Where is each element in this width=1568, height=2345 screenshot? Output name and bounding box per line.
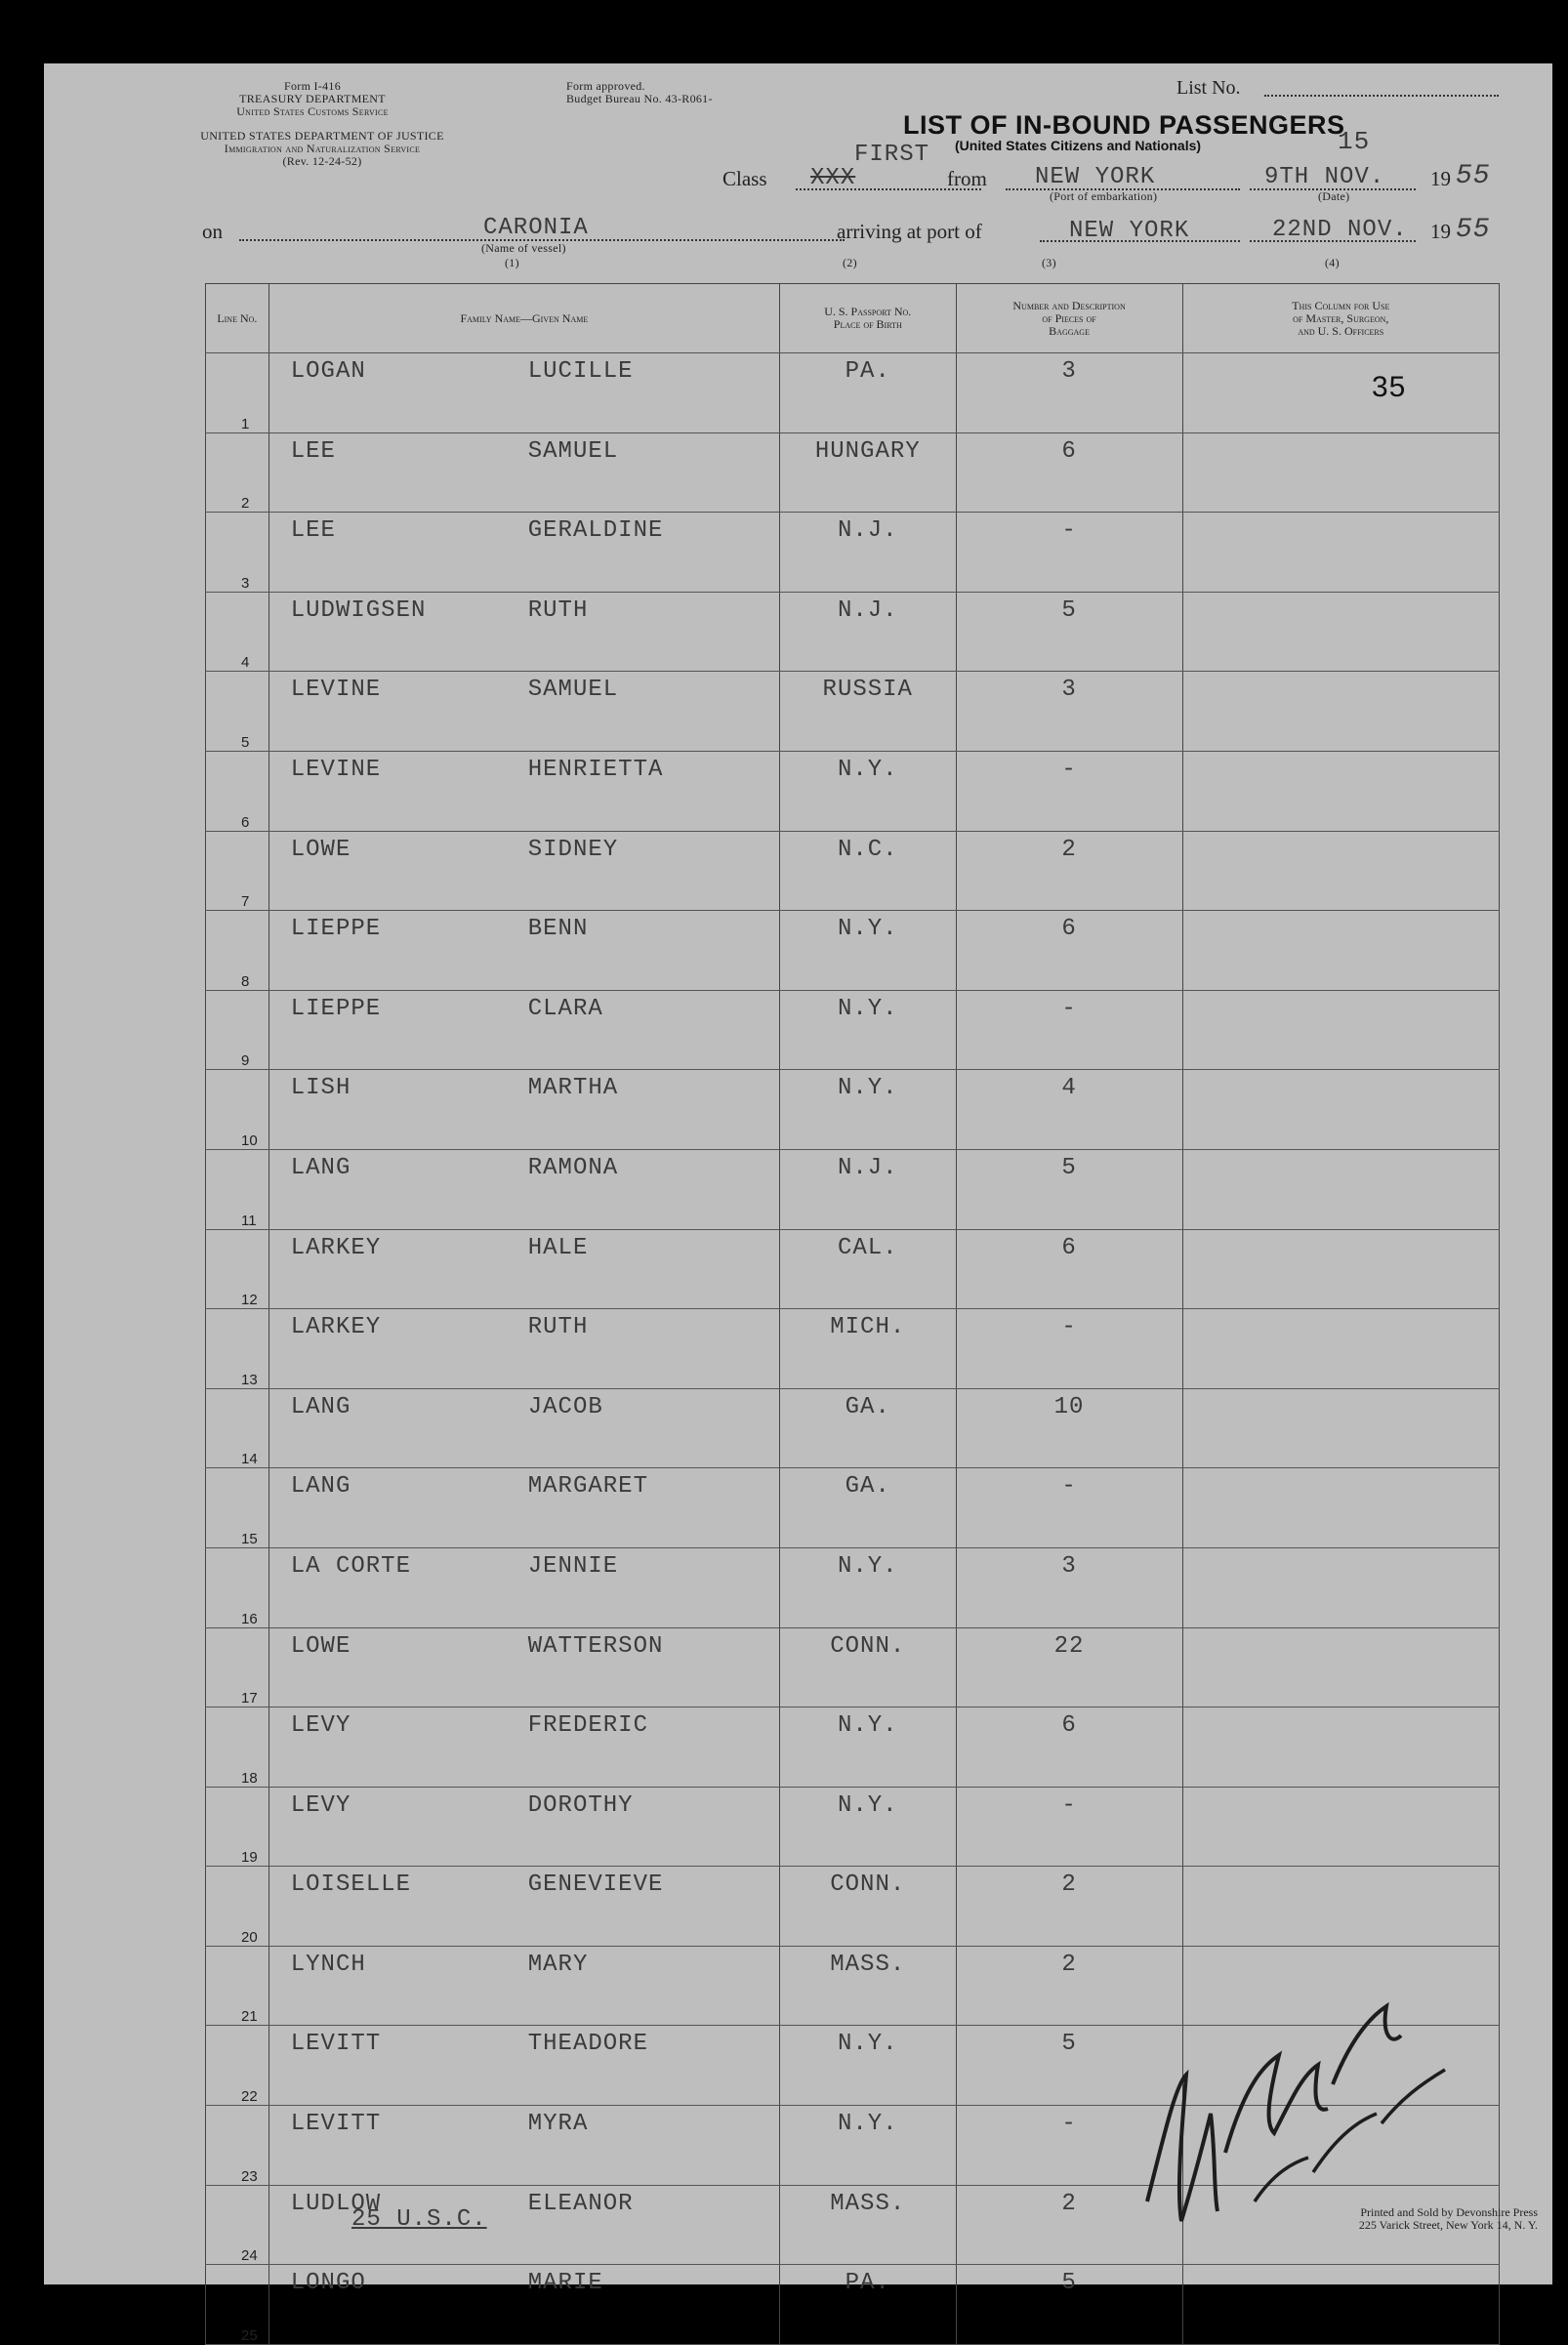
table-header-row [206, 284, 1500, 353]
col-line-no: Line No. [206, 284, 269, 353]
arrival-port-line [1040, 240, 1240, 242]
given-name: RUTH [527, 597, 589, 624]
baggage-count: - [956, 990, 1182, 1070]
line-number-cell [206, 353, 269, 433]
name-cell [268, 672, 779, 752]
printer-line-1: Printed and Sold by Devonshire Press [1360, 2205, 1538, 2219]
officer-note: 35 [1372, 371, 1407, 403]
baggage-count: 5 [956, 2026, 1182, 2106]
name-cell [268, 990, 779, 1070]
officer-use-cell [1182, 1547, 1499, 1627]
line-number: 23 [241, 2167, 258, 2185]
officer-use-cell [1182, 1627, 1499, 1707]
line-number: 14 [241, 1451, 258, 1468]
family-name: LUDWIGSEN [290, 597, 427, 624]
line-number-cell [206, 432, 269, 513]
family-name: LARKEY [290, 1314, 382, 1341]
line-number-cell [206, 1388, 269, 1468]
embark-caption: (Port of embarkation) [1050, 189, 1158, 203]
col-passport: U. S. Passport No. Place of Birth [779, 284, 956, 353]
baggage-count: 6 [956, 1229, 1182, 1309]
table-row [206, 353, 1500, 433]
given-name: GENEVIEVE [527, 1872, 664, 1899]
line-number: 9 [241, 1052, 250, 1070]
given-name: MARIE [527, 2270, 603, 2297]
baggage-count: 5 [956, 1149, 1182, 1229]
line-number-cell [206, 2265, 269, 2345]
place-of-birth: CONN. [779, 1867, 956, 1947]
table-row [206, 1149, 1500, 1229]
year-prefix-arrival: 19 [1430, 220, 1451, 243]
baggage-count: 5 [956, 2265, 1182, 2345]
place-of-birth: PA. [779, 2265, 956, 2345]
line-number: 24 [241, 2247, 258, 2265]
line-number-cell [206, 1309, 269, 1389]
line-number-cell [206, 2026, 269, 2106]
line-number-cell [206, 2106, 269, 2186]
name-cell [268, 1946, 779, 2026]
line-number-cell [206, 990, 269, 1070]
family-name: LIEPPE [290, 916, 382, 943]
line-number-cell [206, 1787, 269, 1867]
embark-port: NEW YORK [1035, 164, 1156, 190]
place-of-birth: GA. [779, 1468, 956, 1548]
place-of-birth: N.Y. [779, 1547, 956, 1627]
place-of-birth: N.Y. [779, 751, 956, 831]
table-row [206, 513, 1500, 593]
given-name: GERALDINE [527, 517, 664, 545]
baggage-count: 6 [956, 911, 1182, 991]
line-number-cell [206, 1707, 269, 1788]
line-number-cell [206, 1627, 269, 1707]
approval-block [566, 80, 713, 105]
baggage-count: 10 [956, 1388, 1182, 1468]
family-name: LANG [290, 1473, 351, 1501]
table-row [206, 1388, 1500, 1468]
family-name: LUDLOW [290, 2190, 382, 2217]
baggage-count: 2 [956, 1946, 1182, 2026]
treasury-label: TREASURY DEPARTMENT [239, 92, 386, 105]
family-name: LISH [290, 1075, 351, 1102]
line-number: 20 [241, 1928, 258, 1946]
family-name: LANG [290, 1393, 351, 1420]
place-of-birth: RUSSIA [779, 672, 956, 752]
place-of-birth: HUNGARY [779, 432, 956, 513]
place-of-birth: N.Y. [779, 1070, 956, 1150]
line-number: 18 [241, 1769, 258, 1787]
line-number-cell [206, 672, 269, 752]
family-name: LEVY [290, 1791, 351, 1819]
name-cell [268, 353, 779, 433]
family-name: LA CORTE [290, 1552, 411, 1580]
given-name: MYRA [527, 2111, 589, 2138]
baggage-count: 3 [956, 672, 1182, 752]
name-cell [268, 2106, 779, 2186]
officer-use-cell [1182, 1070, 1499, 1150]
line-number: 4 [241, 654, 250, 672]
line-number: 15 [241, 1530, 258, 1547]
name-cell [268, 1547, 779, 1627]
place-of-birth: N.J. [779, 1149, 956, 1229]
printer-credit [1201, 2206, 1538, 2232]
table-row [206, 1627, 1500, 1707]
name-cell [268, 1070, 779, 1150]
name-cell [268, 592, 779, 672]
officer-use-cell [1182, 672, 1499, 752]
place-of-birth: MICH. [779, 1309, 956, 1389]
baggage-count: 5 [956, 592, 1182, 672]
given-name: ELEANOR [527, 2190, 634, 2217]
arrival-date: 22ND NOV. [1272, 217, 1408, 243]
col-baggage: Number and Description of Pieces of Baggage [956, 284, 1182, 353]
table-row [206, 1867, 1500, 1947]
line-number: 10 [241, 1131, 258, 1149]
baggage-count: 4 [956, 1070, 1182, 1150]
approved-label: Form approved. [566, 79, 645, 93]
date-caption: (Date) [1318, 189, 1350, 203]
family-name: LOISELLE [290, 1872, 411, 1899]
place-of-birth: N.Y. [779, 2106, 956, 2186]
baggage-count: 22 [956, 1627, 1182, 1707]
line-number-cell [206, 1468, 269, 1548]
name-cell [268, 1627, 779, 1707]
table-row [206, 990, 1500, 1070]
line-number: 5 [241, 733, 250, 751]
baggage-count: - [956, 2106, 1182, 2186]
line-number-cell [206, 1547, 269, 1627]
family-name: LEVINE [290, 756, 382, 783]
baggage-count: 6 [956, 1707, 1182, 1788]
officer-use-cell [1182, 911, 1499, 991]
baggage-count: - [956, 1468, 1182, 1548]
line-number-cell [206, 1946, 269, 2026]
line-number: 19 [241, 1849, 258, 1867]
line-number-cell [206, 513, 269, 593]
name-cell [268, 1707, 779, 1788]
class-value: FIRST [854, 142, 930, 168]
given-name: DOROTHY [527, 1791, 634, 1819]
column-caption-4: (4) [1325, 256, 1340, 269]
given-name: SIDNEY [527, 836, 619, 863]
place-of-birth: N.Y. [779, 1707, 956, 1788]
name-cell [268, 1468, 779, 1548]
line-number-cell [206, 1070, 269, 1150]
family-name: LOGAN [290, 358, 366, 385]
family-name: LONGO [290, 2270, 366, 2297]
line-number: 7 [241, 893, 250, 911]
place-of-birth: MASS. [779, 1946, 956, 2026]
line-number: 11 [241, 1212, 257, 1229]
name-cell [268, 1309, 779, 1389]
table-row [206, 1468, 1500, 1548]
place-of-birth: N.J. [779, 592, 956, 672]
form-id: Form I-416 [284, 79, 341, 93]
baggage-count: 6 [956, 432, 1182, 513]
given-name: HENRIETTA [527, 756, 664, 783]
family-name: LEVITT [290, 2111, 382, 2138]
family-name: LOWE [290, 836, 351, 863]
page-subtitle: (United States Citizens and Nationals) [955, 138, 1202, 153]
name-cell [268, 2185, 779, 2265]
table-row [206, 911, 1500, 991]
line-number: 17 [241, 1690, 258, 1707]
name-cell [268, 911, 779, 991]
given-name: JENNIE [527, 1552, 619, 1580]
passenger-manifest-form [44, 63, 1552, 2344]
line-number-cell [206, 1229, 269, 1309]
line-number-cell [206, 2185, 269, 2265]
line-number: 3 [241, 574, 250, 592]
table-row [206, 1787, 1500, 1867]
list-no-label: List No. [1176, 77, 1241, 99]
line-number-cell [206, 911, 269, 991]
line-number: 13 [241, 1371, 258, 1388]
line-number-cell [206, 1149, 269, 1229]
baggage-count: - [956, 1309, 1182, 1389]
class-label: Class [722, 167, 767, 190]
list-no-value: 15 [1338, 127, 1371, 156]
place-of-birth: MASS. [779, 2185, 956, 2265]
family-name: LEE [290, 517, 336, 545]
given-name: LUCILLE [527, 358, 634, 385]
table-row [206, 432, 1500, 513]
column-caption-1: (1) [505, 256, 519, 269]
table-row [206, 1707, 1500, 1788]
family-name: LEE [290, 437, 336, 465]
name-cell [268, 1149, 779, 1229]
name-cell [268, 432, 779, 513]
page-title: LIST OF IN-BOUND PASSENGERS [903, 110, 1345, 140]
family-name: LARKEY [290, 1234, 382, 1261]
place-of-birth: CONN. [779, 1627, 956, 1707]
officer-use-cell [1182, 751, 1499, 831]
family-name: LANG [290, 1154, 351, 1181]
name-cell [268, 1229, 779, 1309]
officer-use-cell [1182, 353, 1499, 433]
given-name: RUTH [527, 1314, 589, 1341]
table-row [206, 1229, 1500, 1309]
on-label: on [202, 220, 223, 243]
vessel-caption: (Name of vessel) [481, 241, 566, 255]
table-row [206, 751, 1500, 831]
given-name: RAMONA [527, 1154, 619, 1181]
given-name: SAMUEL [527, 677, 619, 704]
officer-use-cell [1182, 990, 1499, 1070]
place-of-birth: N.Y. [779, 1787, 956, 1867]
table-row [206, 592, 1500, 672]
officer-use-cell [1182, 513, 1499, 593]
officer-use-cell [1182, 592, 1499, 672]
arrival-year: 55 [1456, 215, 1491, 245]
col-name: Family Name—Given Name [268, 284, 779, 353]
arrival-port: NEW YORK [1069, 218, 1190, 244]
table-row [206, 672, 1500, 752]
name-cell [268, 1867, 779, 1947]
given-name: MARTHA [527, 1075, 619, 1102]
line-number: 12 [241, 1292, 258, 1309]
justice-label: UNITED STATES DEPARTMENT OF JUSTICE [200, 129, 444, 143]
line-number: 25 [241, 2326, 258, 2344]
name-cell [268, 831, 779, 911]
class-struck: XXX [810, 165, 856, 191]
given-name: JACOB [527, 1393, 603, 1420]
footer-code: 25 U.S.C. [351, 2206, 487, 2233]
officer-use-cell [1182, 2265, 1499, 2345]
table-row [206, 1309, 1500, 1389]
line-number-cell [206, 831, 269, 911]
place-of-birth: N.Y. [779, 911, 956, 991]
officer-use-cell [1182, 1229, 1499, 1309]
year-prefix: 19 [1430, 167, 1451, 190]
officer-use-cell [1182, 1867, 1499, 1947]
line-number: 21 [241, 2008, 258, 2026]
given-name: WATTERSON [527, 1632, 664, 1660]
place-of-birth: GA. [779, 1388, 956, 1468]
officer-use-cell [1182, 1149, 1499, 1229]
line-number: 1 [241, 415, 250, 432]
baggage-count: - [956, 751, 1182, 831]
customs-label: United States Customs Service [236, 104, 389, 118]
list-no-line [1264, 95, 1499, 97]
officer-use-cell [1182, 1468, 1499, 1548]
family-name: LOWE [290, 1632, 351, 1660]
name-cell [268, 2026, 779, 2106]
officer-use-cell [1182, 1787, 1499, 1867]
place-of-birth: N.Y. [779, 2026, 956, 2106]
line-number-cell [206, 592, 269, 672]
name-cell [268, 2265, 779, 2345]
given-name: FREDERIC [527, 1712, 648, 1740]
family-name: LIEPPE [290, 995, 382, 1022]
baggage-count: 3 [956, 353, 1182, 433]
place-of-birth: CAL. [779, 1229, 956, 1309]
baggage-count: - [956, 1787, 1182, 1867]
ins-label: Immigration and Naturalization Service [224, 142, 421, 155]
place-of-birth: N.C. [779, 831, 956, 911]
family-name: LEVINE [290, 677, 382, 704]
table-row [206, 1547, 1500, 1627]
baggage-count: 2 [956, 1867, 1182, 1947]
arrival-date-line [1250, 240, 1416, 242]
given-name: MARY [527, 1951, 589, 1978]
name-cell [268, 1787, 779, 1867]
place-of-birth: N.Y. [779, 990, 956, 1070]
printer-line-2: 225 Varick Street, New York 14, N. Y. [1358, 2218, 1538, 2232]
given-name: CLARA [527, 995, 603, 1022]
table-row [206, 831, 1500, 911]
baggage-count: 2 [956, 2185, 1182, 2265]
officer-use-cell [1182, 1309, 1499, 1389]
name-cell [268, 513, 779, 593]
baggage-count: 2 [956, 831, 1182, 911]
given-name: MARGARET [527, 1473, 648, 1501]
departure-year: 55 [1456, 161, 1491, 191]
officer-use-cell [1182, 831, 1499, 911]
from-label: from [947, 167, 987, 190]
name-cell [268, 1388, 779, 1468]
justice-block [200, 130, 444, 168]
vessel-name: CARONIA [483, 215, 589, 241]
given-name: BENN [527, 916, 589, 943]
name-cell [268, 751, 779, 831]
baggage-count: 3 [956, 1547, 1182, 1627]
officer-use-cell [1182, 1388, 1499, 1468]
line-number: 16 [241, 1610, 258, 1627]
form-id-block [181, 80, 444, 118]
departure-date: 9TH NOV. [1264, 164, 1385, 190]
family-name: LEVITT [290, 2031, 382, 2058]
family-name: LYNCH [290, 1951, 366, 1978]
officer-use-cell [1182, 432, 1499, 513]
family-name: LEVY [290, 1712, 351, 1740]
table-row [206, 1070, 1500, 1150]
column-caption-2: (2) [843, 256, 857, 269]
revision-label: (Rev. 12-24-52) [282, 154, 362, 168]
place-of-birth: PA. [779, 353, 956, 433]
line-number-cell [206, 751, 269, 831]
line-number: 8 [241, 972, 250, 990]
baggage-count: - [956, 513, 1182, 593]
line-number-cell [206, 1867, 269, 1947]
given-name: HALE [527, 1234, 589, 1261]
given-name: THEADORE [527, 2031, 648, 2058]
column-caption-3: (3) [1042, 256, 1056, 269]
officer-use-cell [1182, 1707, 1499, 1788]
place-of-birth: N.J. [779, 513, 956, 593]
given-name: SAMUEL [527, 437, 619, 465]
budget-label: Budget Bureau No. 43-R061- [566, 92, 713, 105]
line-number: 22 [241, 2088, 258, 2106]
table-row [206, 2265, 1500, 2345]
line-number: 6 [241, 813, 250, 831]
line-number: 2 [241, 495, 250, 513]
col-officers: This Column for Use of Master, Surgeon, and U. S. Officers [1182, 284, 1499, 353]
arriving-label: arriving at port of [837, 220, 982, 243]
